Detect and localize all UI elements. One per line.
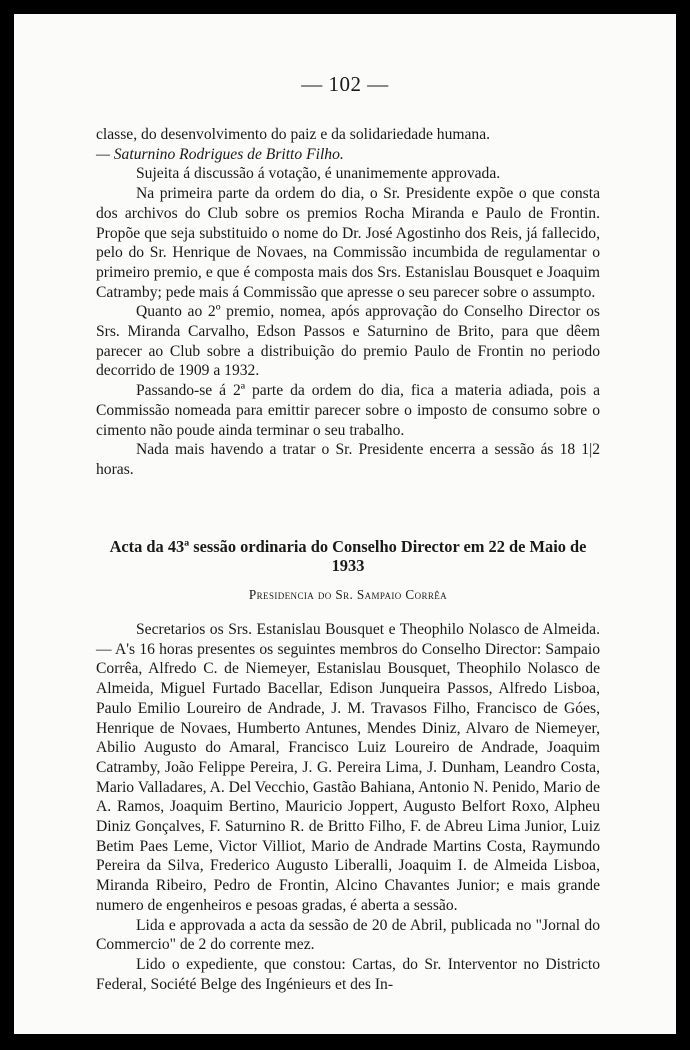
- paragraph-attendance: Secretarios os Srs. Estanislau Bousquet e Theophilo Nolasco de Almeida. — A's 16 horas presentes os seguintes membros do Conselho Director: Sampaio Corrêa, Alfredo C. de Niemeyer, Estanislau Bousquet, Theophilo Nolasco de Almeida, Miguel Furtado Bacellar, Edison Junqueira Passos, Alfredo Lisboa, Paulo Emilio Loureiro de Andrade, J. M. Travasos Filho, Francisco de Góes, Henrique de Novaes, Humberto Antunes, Mendes Diniz, Alvaro de Niemeyer, Abilio Augusto do Amaral, Francisco Luiz Loureiro de Andrade, Joaquim Catramby, João Felippe Pereira, J. G. Pereira Lima, J. Dunham, Leandro Costa, Mario Valladares, A. Del Vecchio, Gastão Bahiana, Antonio N. Penido, Mario de A. Ramos, Joaquim Bertino, Mauricio Joppert, Augusto Belfort Roxo, Alpheu Diniz Gonçalves, F. Saturnino R. de Britto Filho, F. de Abreu Lima Junior, Luiz Betim Paes Leme, Victor Villiot, Mario de Andrade Martins Costa, Raymundo Pereira da Silva, Frederico Augusto Liberalli, Joaquim I. de Almeida Lisboa, Miranda Ribeiro, Pedro de Frontin, Alcino Chavantes Junior; e mais grande numero de engenheiros e pesoas gradas, é aberta a sessão.: [96, 621, 600, 914]
- minutes-heading: Acta da 43ª sessão ordinaria do Conselho Director em 22 de Maio de 1933: [109, 537, 587, 575]
- paragraph-second-prize: Quanto ao 2º premio, nomea, após approvação do Conselho Director os Srs. Miranda Carvalho, Edson Passos e Saturnino de Brito, para que dêem parecer ao Club sobre a distribuição do premio Paulo de Frontin no periodo decorrido de 1909 a 1932.: [96, 303, 600, 380]
- page-number: — 102 —: [301, 72, 389, 96]
- paragraph-session-closing: Nada mais havendo a tratar o Sr. Presidente encerra a sessão ás 18 1|2 horas.: [96, 441, 600, 478]
- signature-line: — Saturnino Rodrigues de Britto Filho.: [96, 145, 344, 163]
- paragraph-correspondence: Lido o expediente, que constou: Cartas, do Sr. Interventor no Districto Federal, Société Belge des Ingénieurs et des In-: [96, 955, 600, 993]
- paragraph-approval: Sujeita á discussão á votação, é unanimemente approvada.: [136, 165, 501, 183]
- paragraph-first-part-agenda: Na primeira parte da ordem do dia, o Sr. Presidente expõe o que consta dos archivos do Club sobre os premios Rocha Miranda e Paulo de Frontin. Propõe que seja substituido o nome do Dr. José Agostinho dos Reis, já fallecido, pelo do Sr. Henrique de Novaes, na Commissão incumbida de regulamentar o primeiro premio, e que é composta mais dos Srs. Estanislau Bousquet e Joaquim Catramby; pede mais á Commissão que apresse o seu parecer sobre o assumpto.: [96, 185, 600, 301]
- paragraph-previous-minutes: Lida e approvada a acta da sessão de 20 de Abril, publicada no "Jornal do Commercio" de 2 do corrente mez.: [96, 916, 600, 954]
- paragraph-second-part-agenda: Passando-se á 2ª parte da ordem do dia, fica a materia adiada, pois a Commissão nomeada para emittir parecer sobre o imposto de consumo sobre o cimento não poude ainda terminar o seu trabalho.: [96, 382, 600, 439]
- presidency-line: Presidencia do Sr. Sampaio Corrêa: [248, 587, 448, 602]
- previous-minutes-conclusion: [96, 125, 600, 480]
- minutes-body: [96, 620, 600, 994]
- document-page: [14, 14, 676, 1034]
- paragraph-closing-line: classe, do desenvolvimento do paiz e da solidariedade humana.: [96, 126, 491, 143]
